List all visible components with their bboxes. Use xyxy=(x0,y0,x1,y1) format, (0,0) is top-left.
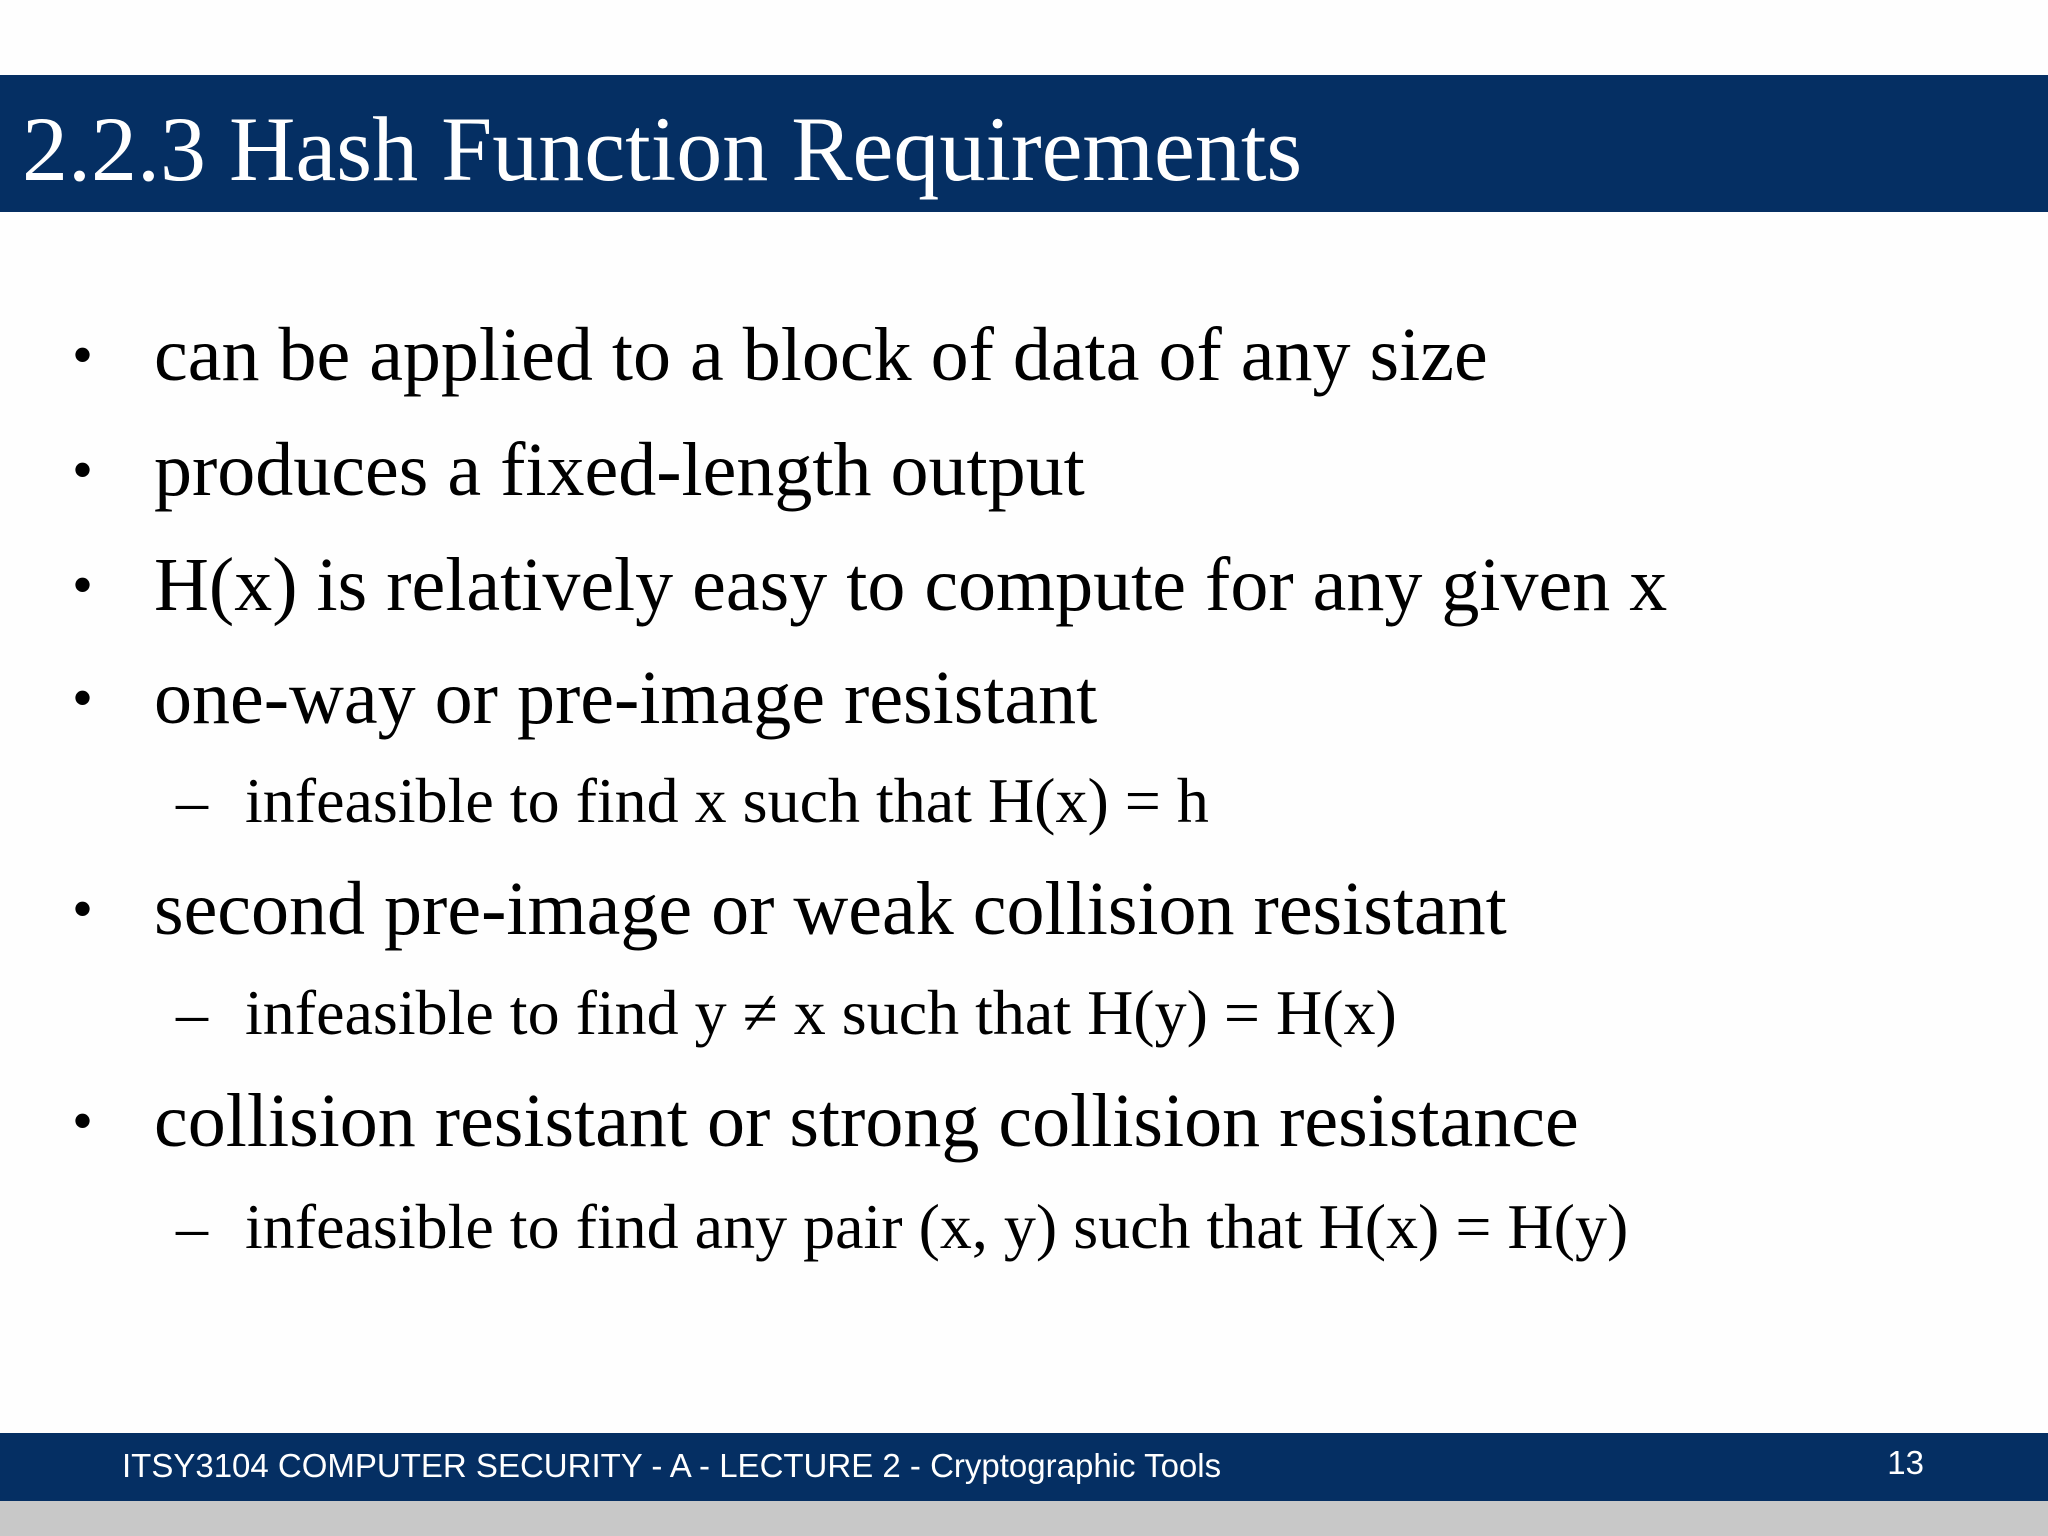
viewer-bottom-strip xyxy=(0,1501,2048,1536)
bullet-text: collision resistant or strong collision resistance xyxy=(154,1079,1579,1163)
bullet-text: second pre-image or weak collision resistant xyxy=(154,867,1507,951)
sub-bullet-text: infeasible to find x such that H(x) = h xyxy=(245,765,1209,836)
slide-title: 2.2.3 Hash Function Requirements xyxy=(22,98,1303,200)
bullet-marker: • xyxy=(72,665,94,731)
sub-bullet-marker: – xyxy=(176,1191,208,1262)
bullet-marker: • xyxy=(72,1088,94,1154)
bullet-marker: • xyxy=(72,437,94,503)
sub-bullet-text: infeasible to find any pair (x, y) such that H(x) = H(y) xyxy=(245,1191,1629,1262)
sub-bullet-marker: – xyxy=(176,765,208,836)
bullet-text: produces a fixed-length output xyxy=(154,428,1085,512)
bullet-text: can be applied to a block of data of any size xyxy=(154,313,1488,397)
sub-bullet-marker: – xyxy=(176,977,208,1048)
sub-bullet-text: infeasible to find y ≠ x such that H(y) = H(x) xyxy=(245,977,1397,1048)
bullet-marker: • xyxy=(72,876,94,942)
bullet-text: H(x) is relatively easy to compute for any given x xyxy=(154,543,1668,627)
bullet-text: one-way or pre-image resistant xyxy=(154,656,1098,740)
bullet-marker: • xyxy=(72,552,94,618)
footer-course-title: ITSY3104 COMPUTER SECURITY - A - LECTURE 2 - Cryptographic Tools xyxy=(122,1447,1222,1484)
slide-number: 13 xyxy=(1887,1444,1924,1481)
bullet-marker: • xyxy=(72,322,94,388)
